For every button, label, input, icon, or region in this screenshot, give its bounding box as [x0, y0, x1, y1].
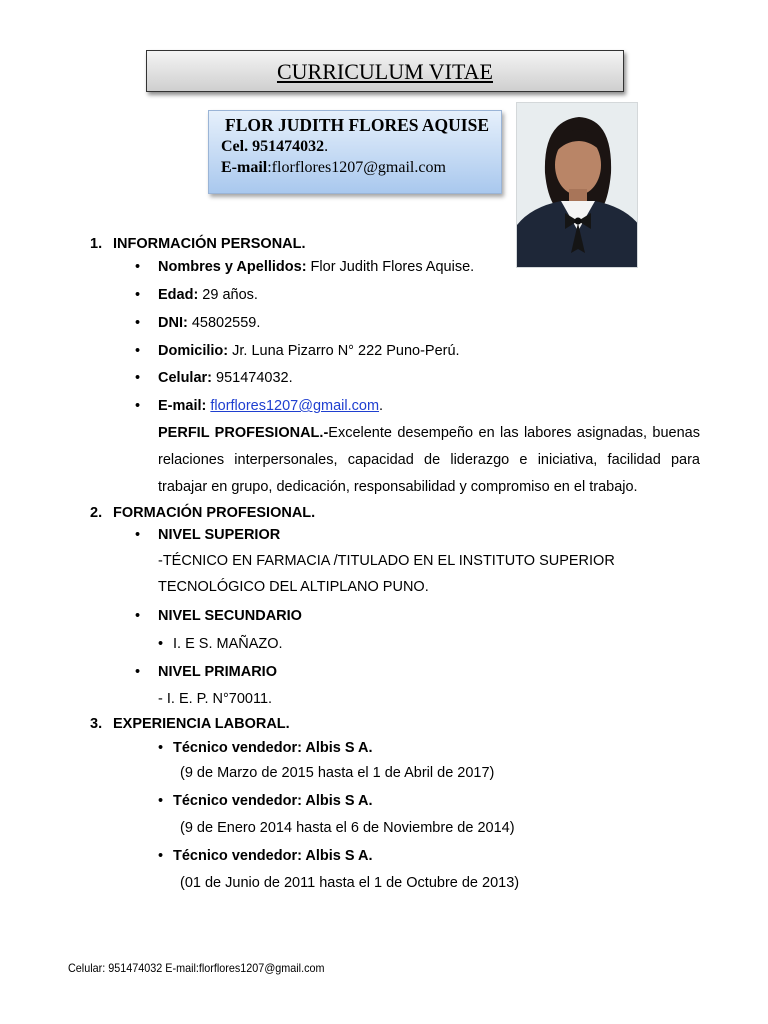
item-label: DNI:: [158, 315, 188, 331]
profile-photo-illustration: [517, 103, 638, 268]
job-period-2: (9 de Enero 2014 hasta el 6 de Noviembre de 2014): [180, 820, 515, 836]
job-role-1: [158, 740, 373, 756]
email-value: :florflores1207@gmail.com: [267, 159, 446, 176]
contact-name: FLOR JUDITH FLORES AQUISE: [225, 115, 490, 135]
profile-photo: [516, 102, 638, 268]
bullet-icon: •: [135, 608, 141, 624]
bullet-icon: •: [135, 664, 141, 680]
profile-paragraph: [158, 420, 700, 501]
job-period-3: (01 de Junio de 2011 hasta el 1 de Octubre de 2013): [180, 875, 520, 891]
page-footer: Celular: 951474032 E-mail:florflores1207@gmail.com: [68, 961, 325, 975]
bullet-icon: •: [135, 287, 141, 303]
education-superior: [135, 527, 280, 543]
item-value: I. E S. MAÑAZO.: [173, 636, 283, 652]
bullet-icon: •: [135, 343, 141, 359]
personal-item-email: • E-mail: florflores1207@gmail.com.: [135, 398, 384, 414]
item-label: E-mail:: [158, 398, 207, 414]
education-primario: [135, 664, 277, 680]
personal-item-phone: [135, 370, 293, 386]
education-secundario: [135, 608, 302, 624]
section-experience-heading: [90, 716, 290, 732]
contact-box: [208, 110, 502, 194]
education-superior-detail-1: -TÉCNICO EN FARMACIA /TITULADO EN EL INSTITUTO SUPERIOR: [158, 553, 615, 569]
cel-label: Cel.: [221, 138, 249, 155]
job-role: Técnico vendedor: Albis S A.: [173, 793, 373, 809]
personal-item-dni: [135, 315, 260, 331]
bullet-icon: •: [158, 636, 164, 652]
job-role-2: [158, 793, 373, 809]
item-value: 951474032.: [212, 370, 293, 386]
title-box: [146, 50, 624, 92]
item-value: 45802559.: [187, 315, 261, 331]
cel-value: 951474032: [252, 138, 325, 155]
item-value: Flor Judith Flores Aquise.: [306, 259, 475, 275]
bullet-icon: •: [135, 315, 141, 331]
personal-item-name: [135, 259, 474, 275]
section-education-heading: [90, 505, 315, 521]
profile-text: Excelente desempeño en las labores asignadas, buenas relaciones interpersonales, capacidad de liderazgo e iniciativa, facilidad para trabajar en grupo, dedicación, responsabilidad y compromiso en el trabajo.: [158, 425, 700, 495]
section-personal-heading: [90, 236, 306, 252]
item-value: Jr. Luna Pizarro N° 222 Puno-Perú.: [228, 343, 460, 359]
section-title: FORMACIÓN PROFESIONAL.: [113, 505, 316, 521]
section-number: 3.: [90, 716, 103, 732]
item-label: Celular:: [158, 370, 212, 386]
section-title: EXPERIENCIA LABORAL.: [113, 716, 290, 732]
education-primario-detail: - I. E. P. N°70011.: [158, 691, 273, 707]
item-label: NIVEL SECUNDARIO: [158, 608, 302, 624]
item-label: Nombres y Apellidos:: [158, 259, 307, 275]
job-role-3: [158, 848, 373, 864]
job-period-1: (9 de Marzo de 2015 hasta el 1 de Abril de 2017): [180, 765, 495, 781]
personal-item-age: [135, 287, 258, 303]
bullet-icon: •: [135, 398, 141, 414]
bullet-icon: •: [158, 740, 164, 756]
personal-item-address: [135, 343, 460, 359]
email-link[interactable]: florflores1207@gmail.com: [210, 398, 380, 414]
document-title: CURRICULUM VITAE: [276, 59, 493, 84]
bullet-icon: •: [135, 370, 141, 386]
item-label: NIVEL SUPERIOR: [158, 527, 281, 543]
contact-email: [221, 157, 501, 178]
email-label: E-mail: [221, 159, 268, 176]
job-role: Técnico vendedor: Albis S A.: [173, 740, 373, 756]
bullet-icon: •: [135, 259, 141, 275]
education-superior-detail-2: TECNOLÓGICO DEL ALTIPLANO PUNO.: [158, 579, 429, 595]
education-secundario-detail: [158, 636, 283, 652]
bullet-icon: •: [158, 793, 164, 809]
profile-label: PERFIL PROFESIONAL.-: [158, 425, 329, 441]
bullet-icon: •: [158, 848, 164, 864]
item-label: NIVEL PRIMARIO: [158, 664, 277, 680]
section-number: 1.: [90, 236, 103, 252]
item-label: Edad:: [158, 287, 199, 303]
bullet-icon: •: [135, 527, 141, 543]
section-number: 2.: [90, 505, 103, 521]
item-value: 29 años.: [198, 287, 258, 303]
section-title: INFORMACIÓN PERSONAL.: [113, 236, 306, 252]
contact-cel: Cel. 951474032.: [221, 138, 329, 155]
item-label: Domicilio:: [158, 343, 229, 359]
job-role: Técnico vendedor: Albis S A.: [173, 848, 373, 864]
